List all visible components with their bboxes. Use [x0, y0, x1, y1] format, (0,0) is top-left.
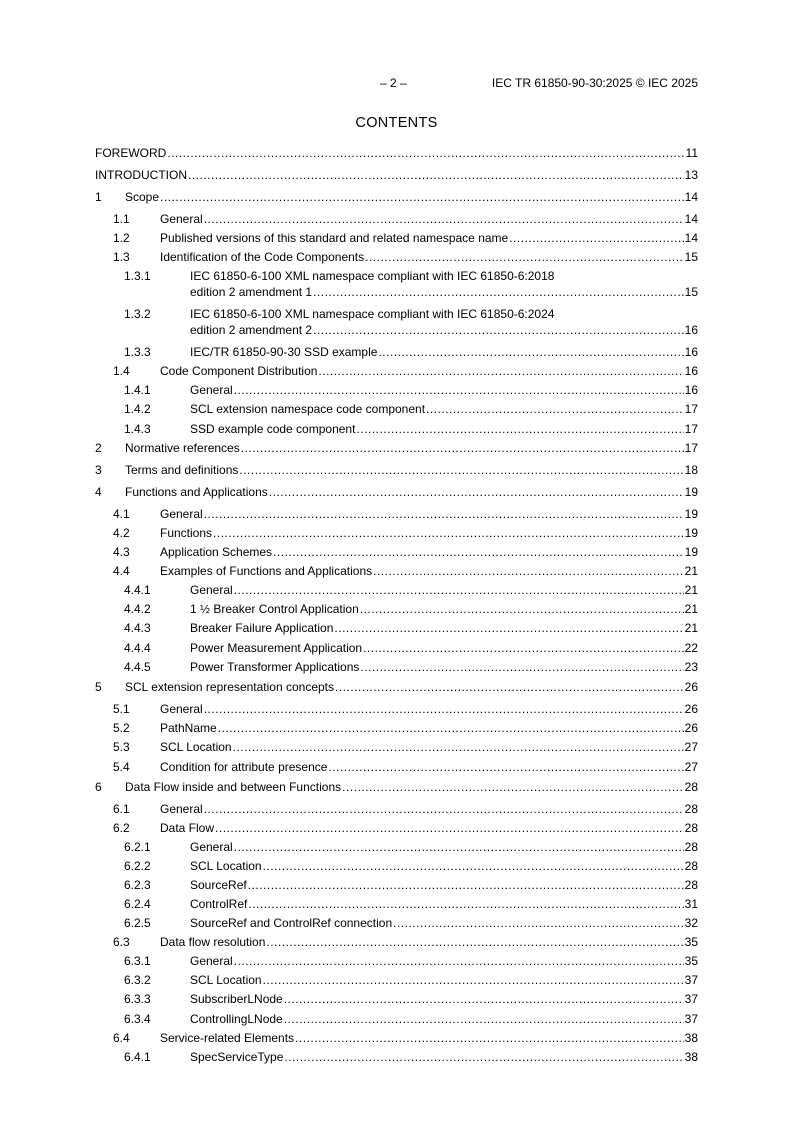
toc-entry-number: 5.2: [113, 721, 130, 735]
toc-entry[interactable]: [95, 401, 698, 417]
toc-entry-number: 1.3.3: [124, 345, 151, 359]
dot-leader: [318, 363, 683, 379]
toc-entry-title: Condition for attribute presence: [160, 760, 328, 774]
toc-entry[interactable]: [95, 506, 698, 522]
toc-entry[interactable]: [95, 877, 698, 893]
dot-leader: [234, 582, 684, 598]
toc-entry[interactable]: [95, 525, 698, 541]
toc-entry-title: Terms and definitions: [125, 463, 239, 477]
toc-entry[interactable]: [95, 820, 698, 836]
toc-entry-title: General: [160, 212, 203, 226]
toc-entry-number: 6.1: [113, 802, 130, 816]
dot-leader: [295, 1030, 684, 1046]
toc-entry-page: 28: [684, 780, 698, 794]
toc-entry-title: General: [190, 583, 233, 597]
toc-entry-title: IEC 61850-6-100 XML namespace compliant with IEC 61850-6:2018: [190, 269, 555, 283]
dot-leader: [284, 1011, 684, 1027]
toc-entry-page: 37: [684, 992, 698, 1006]
dot-leader: [218, 720, 684, 736]
contents-title: CONTENTS: [355, 115, 438, 131]
toc-entry-title: Breaker Failure Application: [190, 621, 334, 635]
toc-entry[interactable]: [95, 779, 698, 795]
toc-entry-title: Power Transformer Applications: [190, 660, 360, 674]
toc-entry-number: 6.2.2: [124, 859, 151, 873]
toc-entry[interactable]: [95, 659, 698, 675]
toc-entry[interactable]: [95, 934, 698, 950]
toc-entry-number: 1.2: [113, 231, 130, 245]
document-id: IEC TR 61850-90-30:2025 © IEC 2025: [491, 76, 698, 90]
toc-entry-title: Power Measurement Application: [190, 641, 363, 655]
toc-entry[interactable]: [95, 167, 698, 183]
toc-entry-number: 4.4.5: [124, 660, 151, 674]
toc-entry-title: FOREWORD: [95, 146, 167, 160]
toc-entry-number: 1.4: [113, 364, 130, 378]
toc-entry-number: 4.4: [113, 564, 130, 578]
toc-entry[interactable]: [95, 211, 698, 227]
toc-entry[interactable]: [95, 382, 698, 398]
toc-entry-number: 4.4.3: [124, 621, 151, 635]
toc-entry-title: SpecServiceType: [190, 1050, 284, 1064]
dot-leader: [239, 462, 683, 478]
toc-entry-number: 6.4: [113, 1031, 130, 1045]
dot-leader: [266, 934, 683, 950]
toc-entry-page: 11: [685, 146, 698, 160]
toc-entry[interactable]: [95, 544, 698, 560]
dot-leader: [248, 877, 684, 893]
toc-entry-number: 1.4.1: [124, 383, 151, 397]
dot-leader: [335, 679, 684, 695]
toc-entry-page: 14: [684, 231, 698, 245]
toc-entry-page: 26: [684, 702, 698, 716]
toc-entry-page: 37: [684, 1012, 698, 1026]
toc-entry-number: 1: [95, 190, 102, 204]
toc-entry[interactable]: [95, 440, 698, 456]
toc-entry[interactable]: [95, 858, 698, 874]
toc-entry[interactable]: [95, 839, 698, 855]
toc-entry-title: SourceRef: [190, 878, 247, 892]
dot-leader: [509, 230, 683, 246]
dot-leader: [204, 506, 684, 522]
toc-entry-page: 16: [684, 364, 698, 378]
toc-entry-title: IEC 61850-6-100 XML namespace compliant with IEC 61850-6:2024: [190, 307, 555, 321]
toc-entry-number: 6.3.2: [124, 973, 151, 987]
toc-entry-page: 28: [684, 802, 698, 816]
toc-entry[interactable]: [95, 953, 698, 969]
toc-entry-page: 22: [684, 641, 698, 655]
dot-leader: [273, 544, 684, 560]
dot-leader: [269, 484, 684, 500]
toc-entry-title: Published versions of this standard and related namespace name: [160, 231, 509, 245]
toc-entry-number: 2: [95, 441, 102, 455]
toc-entry[interactable]: [95, 421, 698, 437]
toc-entry[interactable]: [95, 801, 698, 817]
toc-entry[interactable]: [95, 145, 698, 161]
toc-entry-page: 28: [684, 840, 698, 854]
toc-entry-title: Data Flow inside and between Functions: [125, 780, 342, 794]
toc-entry-page: 28: [684, 878, 698, 892]
toc-entry[interactable]: [95, 230, 698, 246]
toc-entry-page: 27: [684, 740, 698, 754]
toc-entry-title: Application Schemes: [160, 545, 273, 559]
dot-leader: [328, 759, 683, 775]
toc-entry[interactable]: [95, 462, 698, 478]
toc-entry[interactable]: [95, 759, 698, 775]
dot-leader: [360, 659, 683, 675]
toc-entry-page: 14: [684, 212, 698, 226]
toc-entry[interactable]: [95, 582, 698, 598]
toc-entry-number: 6.3.1: [124, 954, 151, 968]
toc-entry-page: 19: [684, 545, 698, 559]
toc-entry-number: 5.3: [113, 740, 130, 754]
toc-entry-page: 32: [684, 916, 698, 930]
toc-entry-page: 28: [684, 821, 698, 835]
toc-entry-title-continued: edition 2 amendment 2: [190, 323, 313, 337]
toc-entry-title: SSD example code component: [190, 422, 356, 436]
toc-entry-page: 17: [684, 402, 698, 416]
toc-entry-title: Data flow resolution: [160, 935, 266, 949]
toc-entry-page: 15: [684, 285, 698, 299]
toc-entry-title: Code Component Distribution: [160, 364, 318, 378]
toc-entry-page: 16: [684, 345, 698, 359]
toc-entry-number: 4.4.4: [124, 641, 151, 655]
dot-leader: [313, 322, 684, 338]
toc-entry[interactable]: [95, 268, 698, 299]
toc-entry[interactable]: [95, 620, 698, 636]
toc-entry-title: Data Flow: [160, 821, 215, 835]
toc-entry-number: 4: [95, 485, 102, 499]
page-header: [0, 76, 698, 92]
toc-entry-number: 6: [95, 780, 102, 794]
toc-entry-title: SCL extension namespace code component: [190, 402, 426, 416]
toc-entry-title: General: [190, 840, 233, 854]
toc-entry-page: 16: [684, 383, 698, 397]
dot-leader: [204, 701, 684, 717]
dot-leader: [188, 167, 684, 183]
dot-leader: [215, 820, 684, 836]
toc-entry-title: INTRODUCTION: [95, 168, 187, 182]
dot-leader: [365, 249, 684, 265]
toc-entry-title: SourceRef and ControlRef connection: [190, 916, 393, 930]
dot-leader: [284, 991, 684, 1007]
toc-entry[interactable]: [95, 249, 698, 265]
dot-leader: [360, 601, 684, 617]
toc-entry-page: 38: [684, 1050, 698, 1064]
dot-leader: [263, 972, 684, 988]
toc-entry-page: 28: [684, 859, 698, 873]
toc-entry[interactable]: [95, 720, 698, 736]
toc-entry-number: 6.2.4: [124, 897, 151, 911]
toc-entry-page: 17: [684, 422, 698, 436]
toc-entry-number: 4.4.1: [124, 583, 151, 597]
toc-entry[interactable]: [95, 739, 698, 755]
dot-leader: [373, 563, 684, 579]
dot-leader: [234, 953, 684, 969]
toc-entry-page: 35: [684, 935, 698, 949]
toc-entry[interactable]: [95, 915, 698, 931]
toc-entry-number: 6.2.5: [124, 916, 151, 930]
toc-entry[interactable]: [95, 306, 698, 337]
toc-entry-number: 4.2: [113, 526, 130, 540]
toc-entry-number: 6.2.3: [124, 878, 151, 892]
toc-entry[interactable]: [95, 972, 698, 988]
toc-entry-title: Functions: [160, 526, 213, 540]
toc-entry-number: 1.3.1: [124, 269, 151, 283]
toc-entry[interactable]: [95, 1049, 698, 1065]
toc-entry-title: ControlRef: [190, 897, 248, 911]
toc-entry[interactable]: [95, 363, 698, 379]
toc-entry[interactable]: [95, 679, 698, 695]
toc-entry-title: PathName: [160, 721, 217, 735]
toc-entry-page: 15: [684, 250, 698, 264]
toc-entry-page: 19: [684, 507, 698, 521]
toc-entry-page: 19: [684, 526, 698, 540]
toc-entry-title: SCL extension representation concepts: [125, 680, 335, 694]
toc-entry-number: 6.3: [113, 935, 130, 949]
toc-entry-title: Service-related Elements: [160, 1031, 295, 1045]
toc-entry-title: Examples of Functions and Applications: [160, 564, 373, 578]
toc-entry-number: 1.4.2: [124, 402, 151, 416]
toc-entry-number: 3: [95, 463, 102, 477]
dot-leader: [160, 189, 684, 205]
toc-entry-page: 17: [684, 441, 698, 455]
toc-entry-number: 6.3.3: [124, 992, 151, 1006]
toc-entry-number: 4.1: [113, 507, 130, 521]
toc-entry-page: 21: [684, 621, 698, 635]
dot-leader: [363, 640, 684, 656]
dot-leader: [234, 839, 684, 855]
toc-entry-title: General: [160, 802, 203, 816]
dot-leader: [378, 344, 683, 360]
toc-entry-page: 26: [684, 721, 698, 735]
dot-leader: [167, 145, 684, 161]
toc-entry-page: 26: [684, 680, 698, 694]
toc-entry-page: 27: [684, 760, 698, 774]
toc-entry-number: 5.1: [113, 702, 130, 716]
toc-entry-title: IEC/TR 61850-90-30 SSD example: [190, 345, 378, 359]
toc-entry[interactable]: [95, 189, 698, 205]
toc-entry-number: 5.4: [113, 760, 130, 774]
toc-entry-page: 37: [684, 973, 698, 987]
dot-leader: [284, 1049, 683, 1065]
toc-entry-title: General: [160, 507, 203, 521]
dot-leader: [234, 382, 684, 398]
dot-leader: [426, 401, 684, 417]
toc-entry-title: Identification of the Code Components: [160, 250, 365, 264]
dot-leader: [393, 915, 684, 931]
dot-leader: [334, 620, 683, 636]
toc-entry-title: General: [160, 702, 203, 716]
toc-entry-number: 4.3: [113, 545, 130, 559]
toc-entry-number: 6.2.1: [124, 840, 151, 854]
toc-entry-page: 18: [684, 463, 698, 477]
toc-entry-number: 1.1: [113, 212, 130, 226]
toc-entry-page: 31: [684, 897, 698, 911]
dot-leader: [241, 440, 684, 456]
dot-leader: [313, 284, 684, 300]
page-number: – 2 –: [380, 76, 407, 90]
toc-entry-page: 13: [684, 168, 698, 182]
toc-entry[interactable]: [95, 701, 698, 717]
toc-entry[interactable]: [95, 344, 698, 360]
dot-leader: [356, 421, 683, 437]
toc-entry[interactable]: [95, 484, 698, 500]
dot-leader: [204, 211, 684, 227]
dot-leader: [342, 779, 684, 795]
toc-entry-title-continued: edition 2 amendment 1: [190, 285, 313, 299]
toc-entry-title: SubscriberLNode: [190, 992, 283, 1006]
dot-leader: [263, 858, 684, 874]
toc-entry-title: SCL Location: [190, 973, 262, 987]
toc-entry[interactable]: [95, 640, 698, 656]
toc-entry-page: 16: [684, 323, 698, 337]
dot-leader: [204, 801, 684, 817]
toc-entry-page: 38: [684, 1031, 698, 1045]
toc-entry-page: 35: [684, 954, 698, 968]
toc-entry-number: 4.4.2: [124, 602, 151, 616]
toc-entry-page: 21: [684, 602, 698, 616]
toc-entry[interactable]: [95, 1030, 698, 1046]
dot-leader: [213, 525, 684, 541]
toc-entry[interactable]: [95, 991, 698, 1007]
toc-entry-title: Normative references: [125, 441, 240, 455]
toc-entry[interactable]: [95, 563, 698, 579]
toc-entry-title: ControllingLNode: [190, 1012, 283, 1026]
toc-entry-page: 19: [684, 485, 698, 499]
toc-entry[interactable]: [95, 601, 698, 617]
toc-entry-number: 6.2: [113, 821, 130, 835]
toc-entry-number: 5: [95, 680, 102, 694]
toc-entry-page: 21: [684, 564, 698, 578]
toc-entry[interactable]: [95, 1011, 698, 1027]
toc-entry-title: 1 ½ Breaker Control Application: [190, 602, 359, 616]
toc-entry[interactable]: [95, 896, 698, 912]
toc-entry-number: 1.3: [113, 250, 130, 264]
toc-entry-number: 6.3.4: [124, 1012, 151, 1026]
toc-entry-title: SCL Location: [160, 740, 232, 754]
toc-entry-title: Functions and Applications: [125, 485, 268, 499]
toc-entry-number: 1.3.2: [124, 307, 151, 321]
toc-entry-title: SCL Location: [190, 859, 262, 873]
toc-entry-title: Scope: [125, 190, 160, 204]
toc-entry-page: 23: [684, 660, 698, 674]
dot-leader: [233, 739, 684, 755]
toc-entry-number: 6.4.1: [124, 1050, 151, 1064]
toc-entry-page: 14: [684, 190, 698, 204]
dot-leader: [248, 896, 683, 912]
toc-entry-title: General: [190, 383, 233, 397]
toc-entry-title: General: [190, 954, 233, 968]
toc-entry-number: 1.4.3: [124, 422, 151, 436]
toc-entry-page: 21: [684, 583, 698, 597]
